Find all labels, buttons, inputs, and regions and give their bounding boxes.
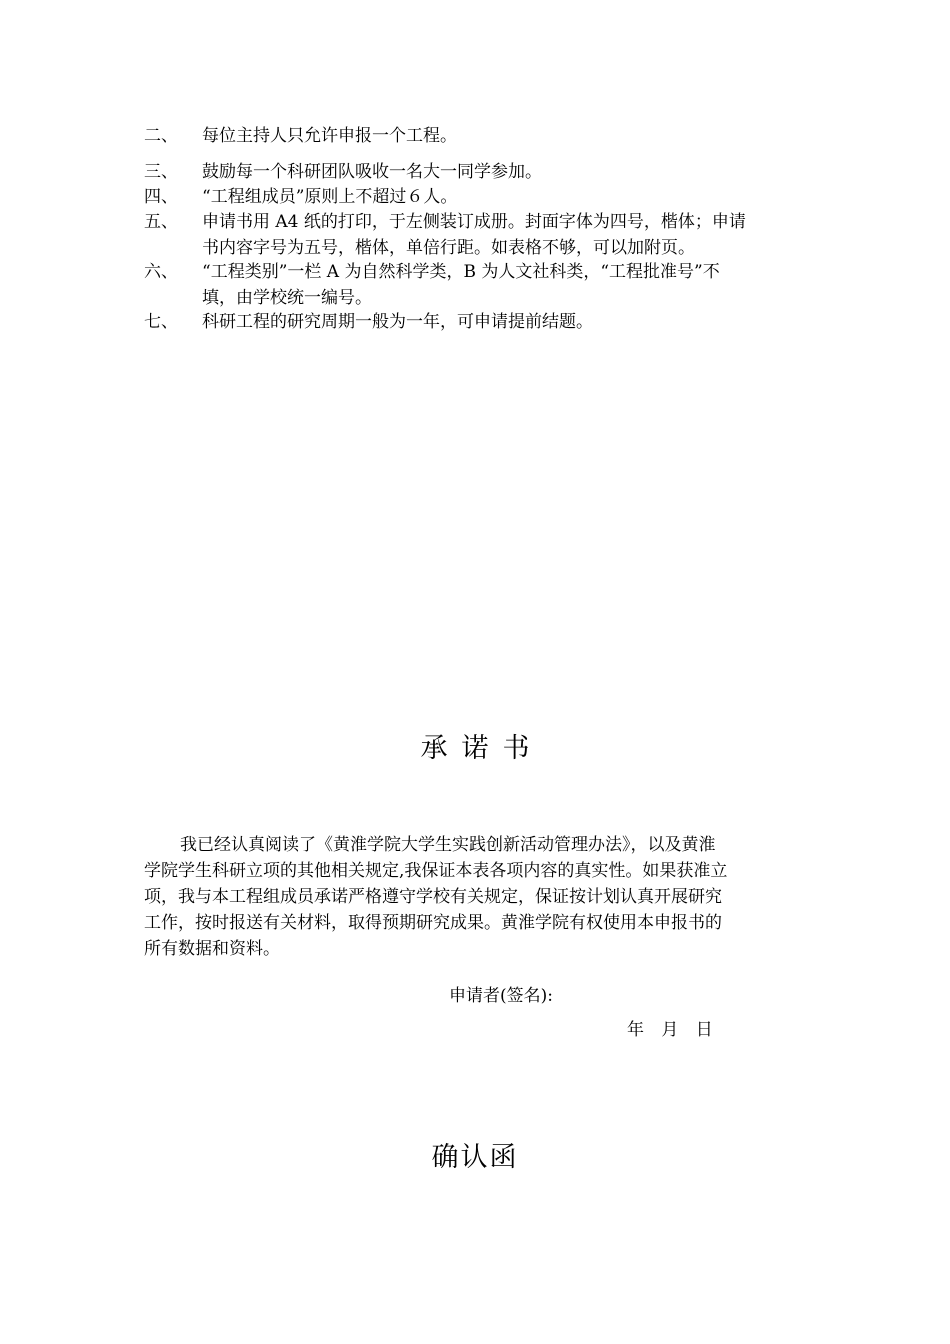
rule-line: 鼓励每一个科研团队吸收一名大一同学参加。 (202, 162, 542, 182)
rule-number: 六、 (144, 262, 178, 282)
rule-line: 填，由学校统一编号。 (202, 288, 372, 308)
pledge-title: 承诺书 (420, 733, 544, 764)
pledge-body (144, 832, 809, 962)
rule-number: 四、 (144, 187, 178, 207)
rule-number: 二、 (144, 126, 178, 146)
rule-number: 三、 (144, 162, 178, 182)
rule-line: 每位主持人只允许申报一个工程。 (202, 126, 457, 146)
rule-line: “工程组成员”原则上不超过６人。 (202, 187, 458, 207)
rule-line: 科研工程的研究周期一般为一年，可申请提前结题。 (202, 312, 593, 332)
confirmation-title: 确认函 (431, 1142, 519, 1173)
rule-line: 书内容字号为五号，楷体，单倍行距。如表格不够，可以加附页。 (202, 238, 695, 258)
pledge-line: 项，我与本工程组成员承诺严格遵守学校有关规定，保证按计划认真开展研究 (144, 887, 722, 907)
rule-text (202, 209, 808, 261)
rule-text (202, 123, 808, 149)
rule-line: “工程类别”一栏 A 为自然科学类，B 为人文社科类，“工程批准号”不 (202, 262, 720, 282)
rule-text (202, 309, 808, 335)
pledge-line: 所有数据和资料。 (144, 939, 280, 959)
rule-text (202, 184, 808, 210)
rule-line: 申请书用 A4 纸的打印，于左侧装订成册。封面字体为四号，楷体；申请 (202, 212, 746, 232)
rule-number: 七、 (144, 312, 178, 332)
date-label: 年 月 日 (627, 1020, 713, 1040)
rule-text (202, 259, 808, 311)
signature-label: 申请者(签名): (449, 986, 553, 1006)
rule-text (202, 159, 808, 185)
pledge-line: 我已经认真阅读了《黄淮学院大学生实践创新活动管理办法》，以及黄淮 (180, 835, 716, 855)
pledge-line: 学院学生科研立项的其他相关规定,我保证本表各项内容的真实性。如果获准立 (144, 861, 728, 881)
pledge-line: 工作，按时报送有关材料，取得预期研究成果。黄淮学院有权使用本申报书的 (144, 913, 722, 933)
rule-number: 五、 (144, 212, 178, 232)
